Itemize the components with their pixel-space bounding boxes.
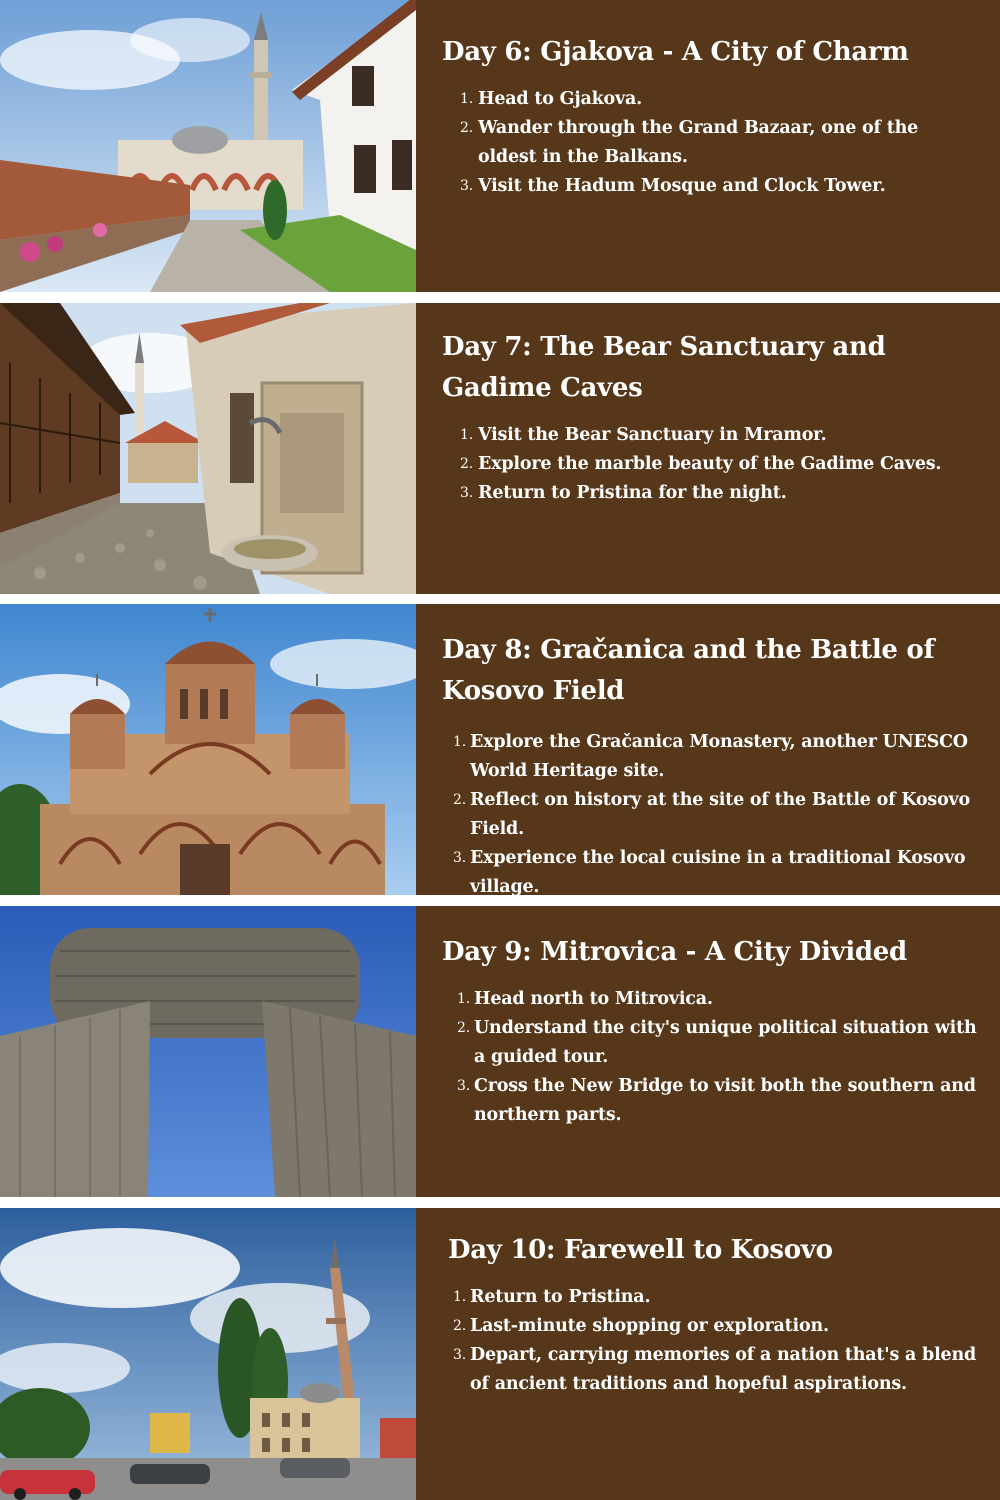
day-title: Day 6: Gjakova - A City of Charm xyxy=(442,37,909,67)
day-7-section xyxy=(0,303,1000,594)
list-item xyxy=(442,114,982,172)
item-number: 1. xyxy=(460,91,473,107)
list-item xyxy=(442,421,982,450)
activity-list xyxy=(442,728,982,902)
day-title: Day 10: Farewell to Kosovo xyxy=(448,1235,833,1265)
item-number: 3. xyxy=(460,485,473,501)
day-6-section xyxy=(0,0,1000,292)
list-item xyxy=(442,1014,982,1072)
item-number: 2. xyxy=(460,120,473,136)
item-text: Return to Pristina. xyxy=(470,1287,651,1307)
activity-list xyxy=(442,85,982,201)
day-title: Day 9: Mitrovica - A City Divided xyxy=(442,937,907,967)
item-number: 3. xyxy=(453,1347,466,1363)
activity-list xyxy=(442,985,982,1130)
day-title: Day 8: Gračanica and the Battle of Kosovo Field xyxy=(442,635,935,706)
city-street-minaret-photo xyxy=(0,1208,416,1500)
list-item xyxy=(442,479,982,508)
list-item xyxy=(442,844,982,902)
activity-list xyxy=(442,1283,982,1399)
item-text: Head to Gjakova. xyxy=(478,89,642,109)
item-number: 1. xyxy=(453,734,466,750)
list-item xyxy=(442,172,982,201)
item-text: Head north to Mitrovica. xyxy=(474,989,713,1009)
activity-list xyxy=(442,421,982,508)
item-number: 3. xyxy=(460,178,473,194)
item-text: Reflect on history at the site of the Battle of Kosovo Field. xyxy=(470,790,970,839)
list-item xyxy=(442,85,982,114)
item-text: Return to Pristina for the night. xyxy=(478,483,787,503)
item-number: 2. xyxy=(453,792,466,808)
day-8-section xyxy=(0,604,1000,895)
item-number: 3. xyxy=(453,850,466,866)
item-text: Cross the New Bridge to visit both the southern and northern parts. xyxy=(474,1076,976,1125)
day-10-panel xyxy=(416,1208,1000,1500)
item-text: Explore the Gračanica Monastery, another UNESCO World Heritage site. xyxy=(470,732,968,781)
list-item xyxy=(442,1072,982,1130)
item-text: Wander through the Grand Bazaar, one of the oldest in the Balkans. xyxy=(478,118,919,167)
item-number: 3. xyxy=(457,1078,470,1094)
day-10-section xyxy=(0,1208,1000,1500)
day-title: Day 7: The Bear Sanctuary and Gadime Caves xyxy=(442,332,886,403)
item-number: 1. xyxy=(457,991,470,1007)
item-text: Visit the Hadum Mosque and Clock Tower. xyxy=(478,176,886,196)
list-item xyxy=(442,786,982,844)
item-number: 2. xyxy=(457,1020,470,1036)
day-6-panel xyxy=(416,0,1000,292)
list-item xyxy=(442,450,982,479)
list-item xyxy=(442,1341,982,1399)
item-text: Experience the local cuisine in a traditional Kosovo village. xyxy=(470,848,966,897)
day-9-section xyxy=(0,906,1000,1197)
monastery-photo xyxy=(0,604,416,895)
day-7-panel xyxy=(416,303,1000,594)
list-item xyxy=(442,1312,982,1341)
list-item xyxy=(442,1283,982,1312)
day-8-panel xyxy=(416,604,1000,895)
list-item xyxy=(442,728,982,786)
item-number: 1. xyxy=(460,427,473,443)
mosque-courtyard-photo xyxy=(0,0,416,292)
item-number: 2. xyxy=(453,1318,466,1334)
item-text: Explore the marble beauty of the Gadime Caves. xyxy=(478,454,942,474)
item-text: Understand the city's unique political situation with a guided tour. xyxy=(474,1018,977,1067)
list-item xyxy=(442,985,982,1014)
item-number: 1. xyxy=(453,1289,466,1305)
item-text: Last-minute shopping or exploration. xyxy=(470,1316,829,1336)
item-number: 2. xyxy=(460,456,473,472)
stone-fountain-street-photo xyxy=(0,303,416,594)
day-9-panel xyxy=(416,906,1000,1197)
item-text: Visit the Bear Sanctuary in Mramor. xyxy=(478,425,827,445)
item-text: Depart, carrying memories of a nation that's a blend of ancient traditions and hopeful aspirations. xyxy=(470,1345,977,1394)
monument-columns-photo xyxy=(0,906,416,1197)
